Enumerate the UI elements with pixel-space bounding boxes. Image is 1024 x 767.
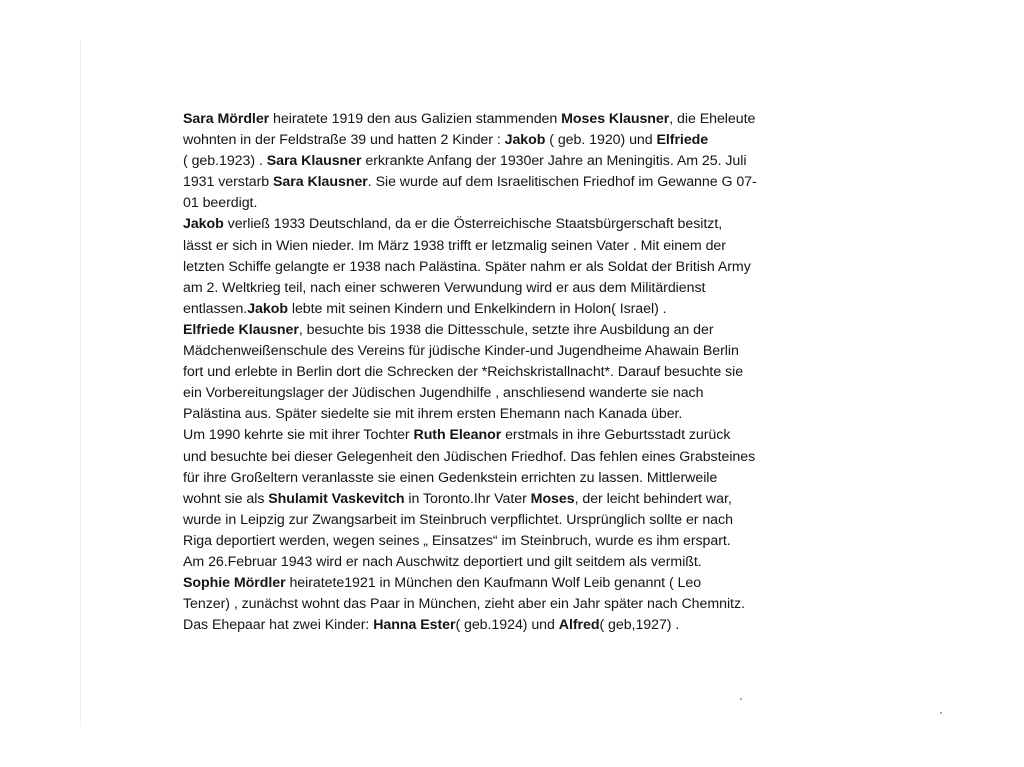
text-run: fort und erlebte in Berlin dort die Schrecken der *Reichskristallnacht*. Darauf besuchte sie (183, 364, 744, 381)
text-run: . Sie wurde auf dem Israelitischen Friedhof im Gewanne G 07- (367, 174, 757, 191)
text-line (183, 447, 873, 468)
text-line (183, 383, 873, 404)
bold-name: Moses Klausner (561, 111, 670, 127)
text-run: wohnt sie als (183, 490, 269, 507)
text-run: Palästina aus. Später siedelte sie mit ihrem ersten Ehemann nach Kanada über. (183, 406, 683, 423)
text-line (183, 130, 873, 151)
bold-name: Jakob (247, 300, 288, 317)
scan-speck (940, 712, 942, 714)
text-run: heiratete 1919 den aus Galizien stammenden (269, 111, 562, 127)
bold-name: Jakob (504, 132, 546, 149)
text-run: ( geb. 1920) und (545, 132, 657, 149)
text-line (183, 151, 873, 172)
text-run: ( geb,1927) . (599, 617, 680, 634)
text-run: lebte mit seinen Kindern und Enkelkindern in Holon( Israel) . (287, 300, 667, 317)
text-run: für ihre Großeltern veranlasste sie einen Gedenkstein errichten zu lassen. Mittlerweile (183, 469, 718, 486)
text-line (183, 214, 873, 235)
text-run: in Toronto.Ihr Vater (404, 490, 531, 507)
text-run: 1931 verstarb (183, 174, 273, 191)
text-run: ein Vorbereitungslager der Jüdischen Jugendhilfe , anschliesend wanderte sie nach (183, 385, 704, 402)
text-run: , die Eheleute (669, 111, 756, 127)
text-line (183, 404, 873, 425)
text-run: 01 beerdigt. (183, 195, 258, 212)
text-line (183, 510, 873, 531)
bold-name: Elfriede (656, 132, 709, 149)
text-run: Tenzer) , zunächst wohnt das Paar in München, zieht aber ein Jahr später nach Chemnitz. (183, 596, 745, 613)
text-line (183, 109, 873, 130)
text-line (183, 236, 873, 257)
text-line (183, 489, 873, 510)
text-run: Um 1990 kehrte sie mit ihrer Tochter (183, 427, 414, 444)
text-line (183, 362, 873, 383)
text-run: Am 26.Februar 1943 wird er nach Auschwitz deportiert und gilt seitdem als vermißt. (183, 553, 702, 570)
text-run: lässt er sich in Wien nieder. Im März 1938 trifft er letzmalig seinen Vater . Mit einem der (183, 237, 726, 254)
text-run: letzten Schiffe gelangte er 1938 nach Palästina. Später nahm er als Soldat der British Army (183, 258, 751, 275)
text-line (183, 299, 873, 320)
text-line (183, 594, 873, 615)
text-run: Das Ehepaar hat zwei Kinder: (183, 617, 374, 634)
bold-name: Sara Klausner (266, 153, 362, 170)
text-run: entlassen. (183, 300, 248, 317)
text-line (183, 615, 873, 636)
text-run: erkrankte Anfang der 1930er Jahre an Meningitis. Am 25. Juli (361, 153, 747, 170)
bold-name: Elfriede Klausner (183, 321, 299, 338)
bold-name: Shulamit Vaskevitch (268, 490, 405, 507)
text-run: , besuchte bis 1938 die Dittesschule, setzte ihre Ausbildung an der (298, 321, 714, 338)
text-line (183, 468, 873, 489)
bold-name: Alfred (558, 617, 600, 634)
bold-name: Jakob (183, 216, 224, 233)
text-line (183, 341, 873, 362)
bold-name: Sara Mördler (183, 111, 270, 127)
text-line (183, 531, 873, 552)
text-run: und besuchte bei dieser Gelegenheit den Jüdischen Friedhof. Das fehlen eines Grabsteines (183, 448, 756, 465)
bold-name: Moses (530, 490, 575, 507)
text-run: , der leicht behindert war, (574, 490, 732, 507)
text-run: Riga deportiert werden, wegen seines „ Einsatzes“ im Steinbruch, wurde es ihm erspart. (183, 532, 731, 549)
bold-name: Sophie Mördler (183, 575, 286, 592)
text-run: ( geb.1924) und (455, 617, 559, 634)
bold-name: Hanna Ester (373, 617, 456, 634)
document-body (183, 109, 873, 636)
bold-name: Ruth Eleanor (413, 427, 502, 444)
text-line (183, 320, 873, 341)
text-line (183, 278, 873, 299)
text-line (183, 573, 873, 594)
text-line (183, 172, 873, 193)
text-run: verließ 1933 Deutschland, da er die Österreichische Staatsbürgerschaft besitzt, (223, 216, 723, 233)
text-run: wurde in Leipzig zur Zwangsarbeit im Steinbruch verpflichtet. Ursprünglich sollte er nach (183, 511, 733, 528)
text-run: wohnten in der Feldstraße 39 und hatten 2 Kinder : (183, 132, 505, 149)
scan-speck (740, 698, 742, 700)
scan-edge (80, 40, 81, 727)
text-line (183, 552, 873, 573)
text-run: am 2. Weltkrieg teil, nach einer schweren Verwundung wird er aus dem Militärdienst (183, 279, 706, 296)
text-line (183, 257, 873, 278)
text-run: heiratete1921 in München den Kaufmann Wolf Leib genannt ( Leo (285, 575, 702, 592)
bold-name: Sara Klausner (273, 174, 368, 191)
text-run: Mädchenweißenschule des Vereins für jüdische Kinder-und Jugendheime Ahawain Berlin (183, 343, 739, 360)
text-line (183, 193, 873, 214)
text-line (183, 425, 873, 446)
text-run: ( geb.1923) . (183, 153, 267, 170)
text-run: erstmals in ihre Geburtsstadt zurück (501, 427, 731, 444)
